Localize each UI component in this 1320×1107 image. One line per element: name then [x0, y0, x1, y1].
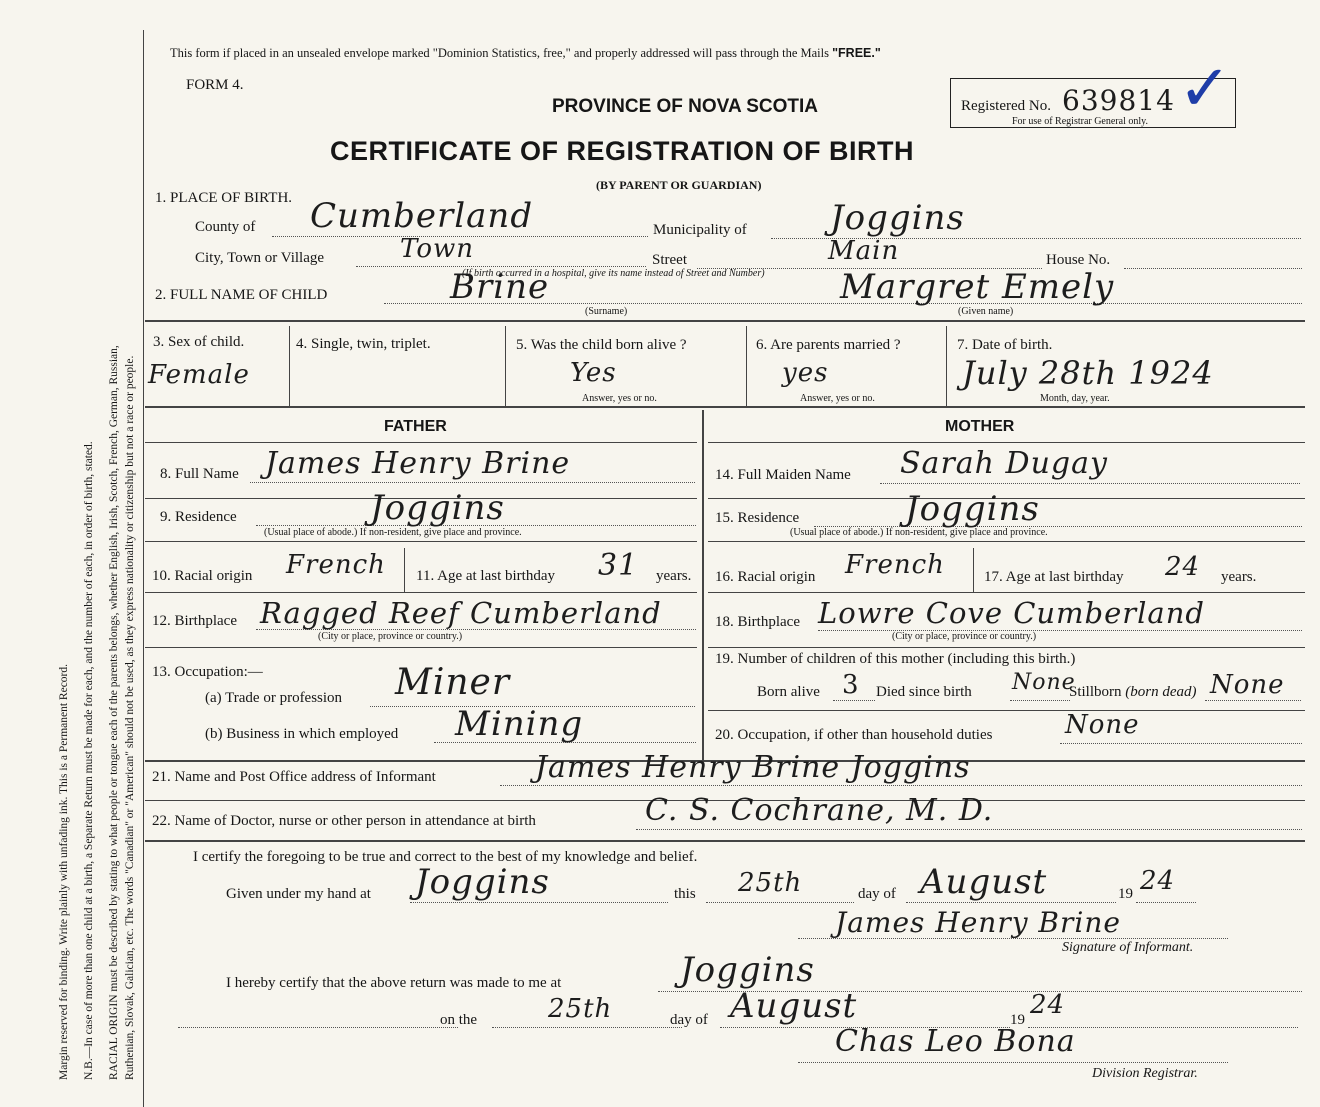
- informant-value: James Henry Brine Joggins: [535, 750, 971, 785]
- mother-age-label: 17. Age at last birthday: [984, 569, 1124, 585]
- hospital-note: (If birth occurred in a hospital, give its name instead of Street and Number): [462, 268, 765, 279]
- given-caption: (Given name): [958, 306, 1014, 317]
- on-the-label: on the: [440, 1012, 478, 1028]
- alive-value: Yes: [570, 358, 617, 388]
- father-birthplace-note: (City or place, province or country.): [318, 631, 463, 642]
- margin-note-1: Margin reserved for binding. Write plainly with unfading ink. This is a Permanent Record.: [58, 663, 70, 1080]
- registered-number: 639814: [1062, 84, 1175, 117]
- county-label: County of: [195, 219, 256, 235]
- municipality-value: Joggins: [830, 198, 965, 238]
- day-of-label: day of: [858, 886, 896, 902]
- mail-notice: This form if placed in an unsealed envelope marked "Dominion Statistics, free," and properly addressed will pass through the Mails "FREE.": [170, 46, 881, 60]
- doctor-label: 22. Name of Doctor, nurse or other person in attendance at birth: [152, 813, 536, 829]
- mother-heading: MOTHER: [945, 418, 1015, 435]
- mother-name-label: 14. Full Maiden Name: [715, 467, 851, 483]
- father-residence-label: 9. Residence: [160, 509, 237, 525]
- stillborn-value: None: [1210, 670, 1285, 700]
- registrar-day-value: 25th: [548, 994, 613, 1024]
- province-heading: PROVINCE OF NOVA SCOTIA: [552, 96, 819, 117]
- registrar-year-prefix: 19: [1010, 1012, 1025, 1028]
- child-given-value: Margret Emely: [840, 267, 1115, 307]
- father-racial-value: French: [286, 550, 386, 580]
- registrar-signature: Chas Leo Bona: [835, 1024, 1076, 1059]
- married-value: yes: [782, 358, 829, 388]
- signature-caption: Signature of Informant.: [1062, 940, 1194, 955]
- died-value: None: [1012, 670, 1076, 695]
- mother-racial-label: 16. Racial origin: [715, 569, 816, 585]
- house-no-label: House No.: [1046, 252, 1111, 268]
- dob-caption: Month, day, year.: [1040, 393, 1110, 404]
- mother-residence-label: 15. Residence: [715, 510, 800, 526]
- certify-statement: I certify the foregoing to be true and correct to the best of my knowledge and belief.: [193, 849, 698, 865]
- child-surname-value: Brine: [450, 267, 550, 307]
- registered-label: Registered No.: [961, 98, 1051, 114]
- child-name-label: 2. FULL NAME OF CHILD: [155, 287, 328, 303]
- given-month-value: August: [920, 862, 1048, 902]
- registrar-place-value: Joggins: [680, 950, 815, 990]
- dob-label: 7. Date of birth.: [957, 337, 1053, 353]
- children-label: 19. Number of children of this mother (including this birth.): [715, 651, 1076, 667]
- married-label: 6. Are parents married ?: [756, 337, 901, 353]
- father-birthplace-label: 12. Birthplace: [152, 613, 237, 629]
- father-racial-label: 10. Racial origin: [152, 568, 253, 584]
- mother-birthplace-value: Lowre Cove Cumberland: [818, 596, 1205, 630]
- this-label: this: [674, 886, 696, 902]
- margin-note-3: RACIAL ORIGIN must be described by stating to what people or tongue each of the parents belongs, whether English, Irish, Scotch, French, German, Russian,: [108, 345, 120, 1080]
- mother-residence-note: (Usual place of abode.) If non-resident, give place and province.: [790, 527, 1048, 538]
- father-occupation-label: 13. Occupation:—: [152, 664, 263, 680]
- dob-value: July 28th 1924: [962, 354, 1214, 392]
- father-residence-value: Joggins: [370, 488, 505, 528]
- father-name-value: James Henry Brine: [265, 446, 571, 481]
- born-alive-label: Born alive: [757, 684, 820, 700]
- column-divider: [702, 410, 704, 760]
- place-section-label: 1. PLACE OF BIRTH.: [155, 190, 293, 206]
- city-label: City, Town or Village: [195, 250, 325, 266]
- street-value: Main: [828, 236, 900, 266]
- born-alive-value: 3: [842, 670, 860, 700]
- father-residence-note: (Usual place of abode.) If non-resident, give place and province.: [264, 527, 522, 538]
- registrar-year-value: 24: [1030, 990, 1066, 1020]
- given-place-value: Joggins: [415, 862, 550, 902]
- street-label: Street: [652, 252, 687, 268]
- surname-caption: (Surname): [585, 306, 628, 317]
- mother-age-value: 24: [1165, 552, 1201, 582]
- given-under-label: Given under my hand at: [226, 886, 371, 902]
- sex-label: 3. Sex of child.: [153, 334, 245, 350]
- informant-signature: James Henry Brine: [835, 906, 1121, 939]
- informant-label: 21. Name and Post Office address of Informant: [152, 769, 436, 785]
- mother-birthplace-note: (City or place, province or country.): [892, 631, 1037, 642]
- mother-residence-value: Joggins: [905, 489, 1040, 529]
- trade-label: (a) Trade or profession: [205, 690, 343, 706]
- city-value: Town: [400, 234, 474, 264]
- married-caption: Answer, yes or no.: [800, 393, 875, 404]
- margin-rule: [143, 30, 144, 1107]
- business-label: (b) Business in which employed: [205, 726, 399, 742]
- mother-name-value: Sarah Dugay: [900, 446, 1108, 481]
- sex-value: Female: [148, 360, 250, 390]
- doctor-value: C. S. Cochrane, M. D.: [645, 793, 994, 828]
- registrar-day-of-label: day of: [670, 1012, 708, 1028]
- registrar-note: For use of Registrar General only.: [1012, 116, 1148, 127]
- mother-age-unit: years.: [1221, 569, 1257, 585]
- died-label: Died since birth: [876, 684, 972, 700]
- given-day-value: 25th: [738, 868, 803, 898]
- alive-label: 5. Was the child born alive ?: [516, 337, 687, 353]
- father-age-label: 11. Age at last birthday: [416, 568, 555, 584]
- business-value: Mining: [455, 704, 584, 744]
- registrar-certify: I hereby certify that the above return was made to me at: [226, 975, 562, 991]
- mother-birthplace-label: 18. Birthplace: [715, 614, 800, 630]
- registrar-caption: Division Registrar.: [1092, 1066, 1198, 1081]
- stillborn-label: Stillborn (born dead): [1069, 684, 1197, 700]
- alive-caption: Answer, yes or no.: [582, 393, 657, 404]
- mother-racial-value: French: [845, 550, 945, 580]
- father-age-value: 31: [598, 548, 639, 583]
- given-year-value: 24: [1140, 866, 1176, 896]
- plurality-label: 4. Single, twin, triplet.: [296, 336, 431, 352]
- mother-occupation-value: None: [1065, 710, 1140, 740]
- margin-note-4: Ruthenian, Slovak, Galician, etc. The words "Canadian" or "American" should not be used, as they express nationality or citizenship but not a race or people.: [124, 355, 136, 1080]
- year-prefix: 19: [1118, 886, 1133, 902]
- mother-occupation-label: 20. Occupation, if other than household duties: [715, 727, 993, 743]
- check-mark-icon: ✓: [1178, 52, 1232, 126]
- father-name-label: 8. Full Name: [160, 466, 239, 482]
- municipality-label: Municipality of: [653, 222, 747, 238]
- father-age-unit: years.: [656, 568, 692, 584]
- county-value: Cumberland: [310, 196, 534, 236]
- page-title: CERTIFICATE OF REGISTRATION OF BIRTH: [330, 136, 914, 166]
- father-birthplace-value: Ragged Reef Cumberland: [260, 596, 662, 630]
- registrar-month-value: August: [730, 986, 858, 1026]
- father-heading: FATHER: [384, 418, 447, 435]
- page-subtitle: (BY PARENT OR GUARDIAN): [596, 178, 762, 192]
- margin-note-2: N.B.—In case of more than one child at a birth, a Separate Return must be made for each, and the number of each, in order of birth, stated.: [83, 441, 95, 1080]
- form-number: FORM 4.: [186, 77, 244, 93]
- trade-value: Miner: [395, 662, 511, 703]
